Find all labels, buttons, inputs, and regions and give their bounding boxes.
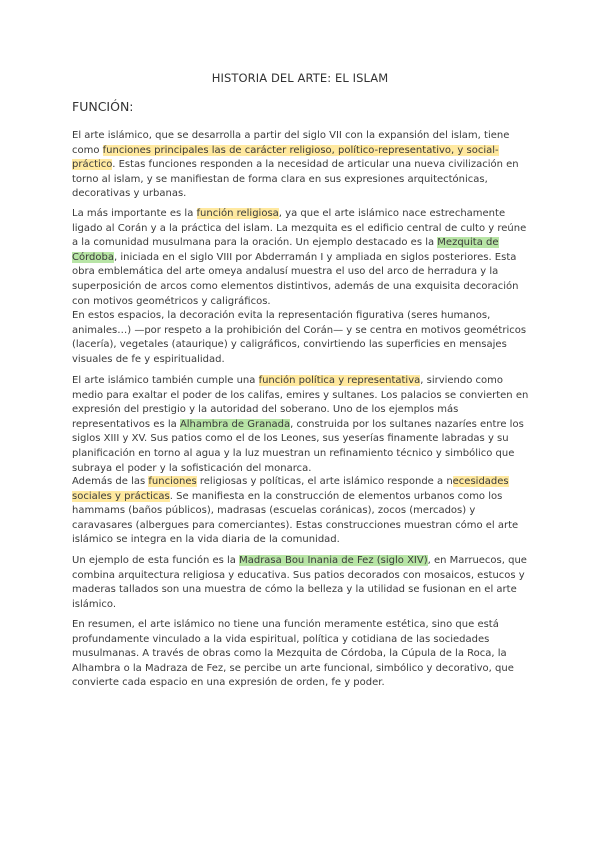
paragraph-text: religiosas y políticas, el arte islámico responde a n: [196, 476, 453, 487]
section-heading: FUNCIÓN:: [72, 99, 134, 114]
paragraph-text: La más importante es la: [72, 208, 197, 219]
highlight-functions: funciones principales las de carácter religioso, político-representativo, y social-práctico: [72, 144, 499, 171]
paragraph-social-function: [72, 475, 532, 548]
paragraph-text: El arte islámico también cumple una: [72, 375, 259, 386]
highlight-funciones: funciones: [148, 476, 197, 487]
paragraph-madrasa-example: [72, 554, 532, 612]
paragraph-text: En resumen, el arte islámico no tiene una función meramente estética, sino que está profundamente vinculado a la vida espiritual, política y cotidiana de las sociedades musulmanas. A través de obras como la Mezquita de Córdoba, la Cúpula de la Roca, la Alhambra o la Madraza de Fez, se percibe un arte funcional, simbólico y decorativo, que convierte cada espacio en una expresión de orden, fe y poder.: [72, 619, 514, 689]
highlight-madrasa-fez: Madrasa Bou Inania de Fez (siglo XIV): [239, 555, 428, 566]
highlight-alhambra-granada: Alhambra de Granada: [179, 418, 291, 430]
paragraph-intro: [72, 129, 532, 202]
paragraph-text: El arte islámico, que se desarrolla a partir del siglo VII con la expansión del islam, tiene como: [72, 130, 510, 156]
paragraph-text: , ya que el arte islámico nace estrechamente ligado al Corán y a la práctica del islam. La mezquita es el edificio central de culto y reúne a la comunidad musulmana para la oración. Un ejemplo destacado es la: [72, 208, 527, 249]
highlight-mezquita-cordoba: Mezquita de Córdoba: [72, 237, 499, 263]
paragraph-text: , construida por los sultanes nazaríes entre los siglos XIII y XV. Sus patios como el de los Leones, sus yeserías finamente labradas y su planificación en torno al agua y la luz muestran un refinamiento técnico y simbólico que subraya el poder y la sofisticación del monarca.: [72, 418, 524, 474]
highlight-religious-function: función religiosa: [196, 208, 279, 219]
highlight-political-function: función política y representativa: [258, 375, 421, 386]
paragraph-text: En estos espacios, la decoración evita la representación figurativa (seres humanos, animales…) —por respeto a la prohibición del Corán— y se centra en motivos geométricos (lacería), vegetales (ataurique) y caligráficos, convirtiendo las superficies en mensajes visuales de fe y espiritualidad.: [72, 310, 527, 365]
paragraph-summary: [72, 618, 532, 691]
paragraph-text: Un ejemplo de esta función es la: [72, 555, 240, 566]
paragraph-decoration: [72, 309, 532, 367]
paragraph-text: , en Marruecos, que combina arquitectura religiosa y educativa. Sus patios decorados con mosaicos, estucos y maderas tallados son una muestra de cómo la belleza y la utilidad se fusionan en el arte islámico.: [72, 555, 527, 610]
paragraph-text: . Se manifiesta en la construcción de elementos urbanos como los hammams (baños públicos), madrasas (escuelas coránicas), zocos (mercados) y caravasares (albergues para comerciantes). Estas construcciones muestran cómo el arte islámico se integra en la vida diaria de la comunidad.: [72, 490, 519, 546]
paragraph-text: , sirviendo como medio para exaltar el poder de los califas, emires y sultanes. Los palacios se convierten en expresión del prestigio y la autoridad del soberano. Uno de los ejemplos más representativos es la: [72, 375, 529, 430]
paragraph-political-function: [72, 374, 532, 476]
document-title: HISTORIA DEL ARTE: EL ISLAM: [211, 71, 389, 85]
paragraph-text: Además de las: [72, 476, 149, 487]
paragraph-text: , iniciada en el siglo VIII por Abderramán I y ampliada en siglos posteriores. Esta obra emblemática del arte omeya andalusí muestra el uso del arco de herradura y la superposición de arcos como elementos distintivos, además de una exquisita decoración con motivos geométricos y caligráficos.: [72, 251, 519, 307]
paragraph-text: . Estas funciones responden a la necesidad de articular una nueva civilización en torno al islam, y se manifiestan de forma clara en sus expresiones arquitectónicas, decorativas y urbanas.: [72, 159, 519, 200]
highlight-social-needs: ecesidades sociales y prácticas: [72, 476, 509, 502]
paragraph-religious-function: [72, 207, 532, 309]
